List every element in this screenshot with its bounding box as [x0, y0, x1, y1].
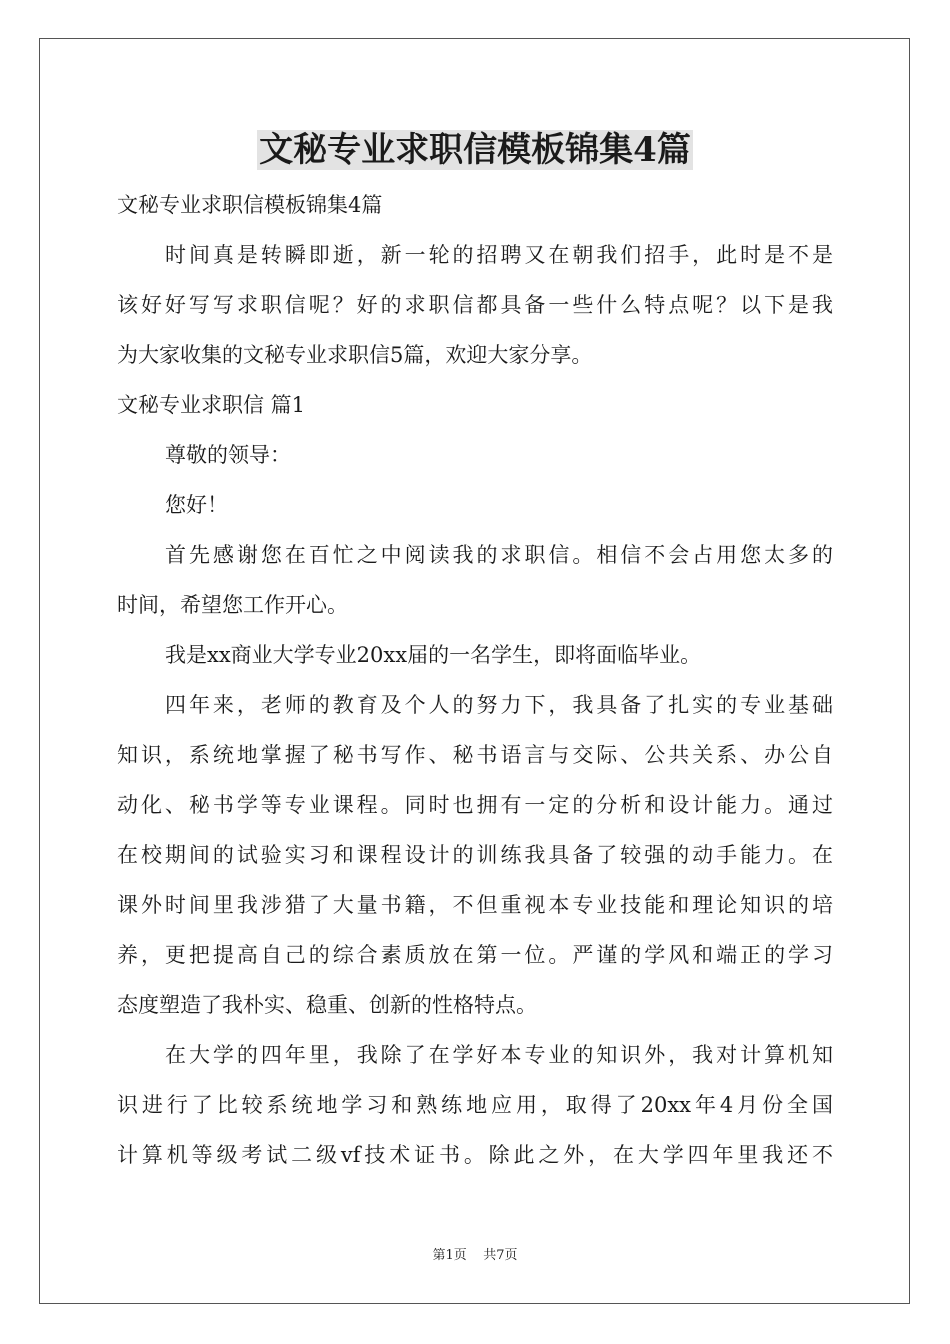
- body-line: 我是xx商业大学专业20xx届的一名学生，即将面临毕业。: [165, 643, 702, 667]
- salutation: 尊敬的领导：: [165, 443, 291, 467]
- document-body: [117, 180, 833, 1180]
- subtitle-line: 文秘专业求职信模板锦集4篇: [117, 193, 383, 217]
- page-footer: [0, 1246, 950, 1266]
- body-line: 知识，系统地掌握了秘书写作、秘书语言与交际、公共关系、办公自: [117, 743, 833, 767]
- body-line: 首先感谢您在百忙之中阅读我的求职信。相信不会占用您太多的: [165, 543, 833, 567]
- body-line: 四年来，老师的教育及个人的努力下，我具备了扎实的专业基础: [165, 693, 833, 717]
- page-number: 第1页 共7页: [432, 1248, 518, 1263]
- greeting: 您好！: [165, 493, 228, 517]
- body-line: 动化、秘书学等专业课程。同时也拥有一定的分析和设计能力。通过: [117, 793, 833, 817]
- body-line: 识进行了比较系统地学习和熟练地应用，取得了20xx年4月份全国: [117, 1093, 833, 1117]
- section-heading: 文秘专业求职信 篇1: [117, 393, 306, 417]
- body-line: 态度塑造了我朴实、稳重、创新的性格特点。: [117, 993, 537, 1017]
- intro-line: 该好好写写求职信呢？好的求职信都具备一些什么特点呢？以下是我: [117, 293, 833, 317]
- body-line: 计算机等级考试二级vf技术证书。除此之外，在大学四年里我还不: [117, 1143, 833, 1167]
- intro-line: 为大家收集的文秘专业求职信5篇，欢迎大家分享。: [117, 343, 593, 367]
- intro-line: 时间真是转瞬即逝，新一轮的招聘又在朝我们招手，此时是不是: [165, 243, 833, 267]
- body-line: 在大学的四年里，我除了在学好本专业的知识外，我对计算机知: [165, 1043, 833, 1067]
- body-line: 养，更把提高自己的综合素质放在第一位。严谨的学风和端正的学习: [117, 943, 833, 967]
- document-title-text: 文秘专业求职信模板锦集4篇: [259, 130, 691, 170]
- body-line: 课外时间里我涉猎了大量书籍，不但重视本专业技能和理论知识的培: [117, 893, 833, 917]
- document-title: [0, 128, 950, 172]
- body-line: 在校期间的试验实习和课程设计的训练我具备了较强的动手能力。在: [117, 843, 833, 867]
- body-line: 时间，希望您工作开心。: [117, 593, 348, 617]
